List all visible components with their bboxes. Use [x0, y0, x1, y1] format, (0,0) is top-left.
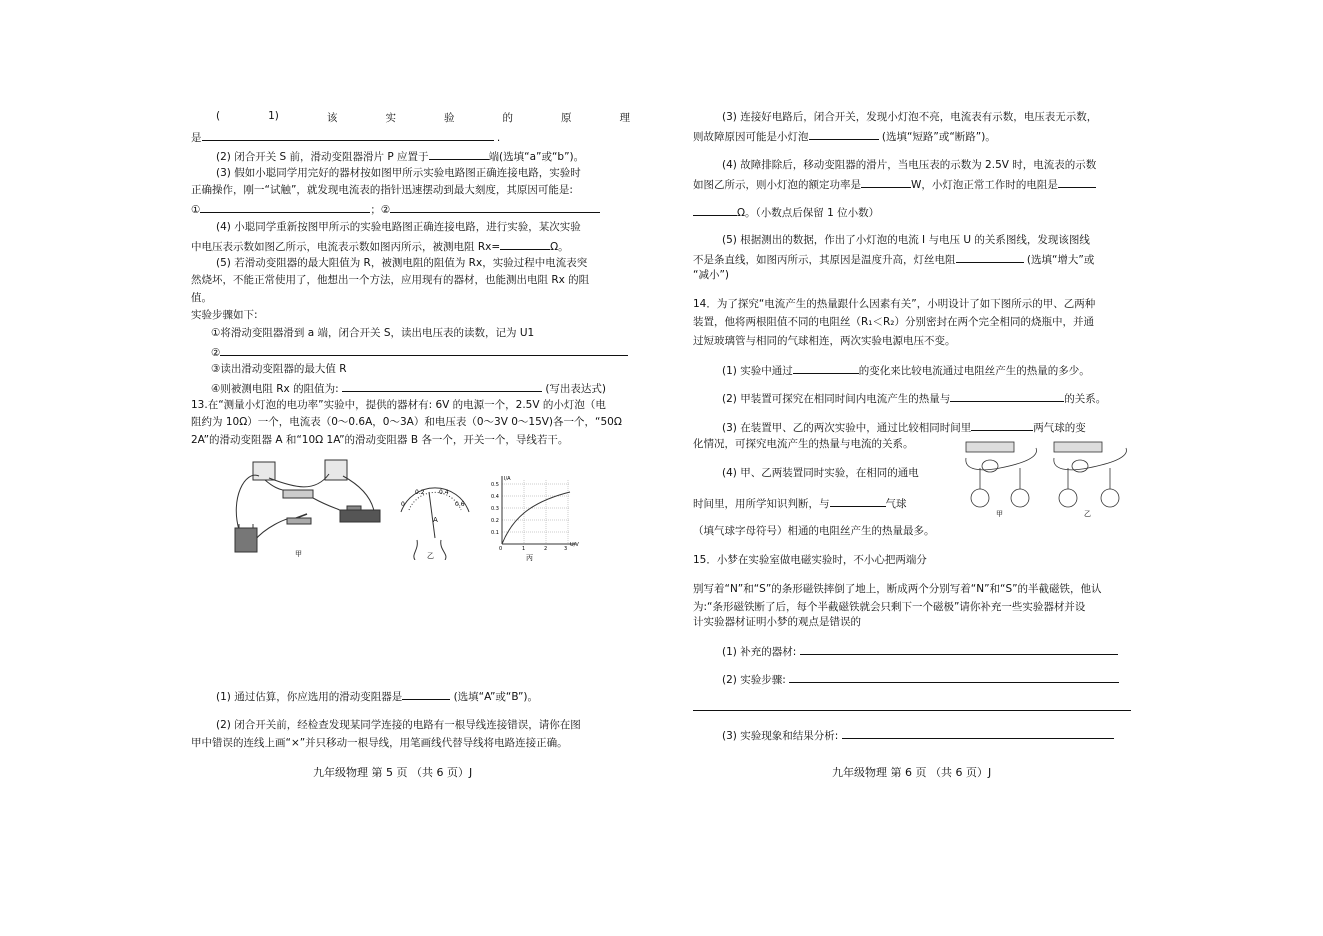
figure-label-jia: 甲 [295, 550, 302, 558]
svg-text:0.4: 0.4 [439, 489, 449, 496]
figure-label-yi: 乙 [427, 552, 434, 560]
q12-4-line2: 中电压表示数如图乙所示，电流表示数如图丙所示，被测电阻 Rx= Ω。 [191, 238, 569, 254]
q14-4-line2: 时间里，用所学知识判断，与 气球 [693, 495, 907, 511]
q15-3: (3) 实验现象和结果分析: [722, 727, 1114, 743]
step-1: ①将滑动变阻器滑到 a 端，闭合开关 S，读出电压表的读数，记为 U1 [211, 327, 535, 339]
q13-line1: 13.在“测量小灯泡的电功率”实验中，提供的器材有: 6V 的电源一个，2.5V 的小灯泡（电 [191, 399, 606, 411]
answer-blank[interactable] [693, 699, 1131, 711]
q13-1: (1) 通过估算，你应选用的滑动变阻器是 (选填“A”或“B”)。 [216, 688, 538, 704]
step-4: ④则被测电阻 Rx 的阻值为: (写出表达式) [211, 380, 606, 396]
q15-2-extra-line [693, 699, 1131, 715]
svg-text:2: 2 [544, 546, 548, 552]
q14-3-line1: (3) 在装置甲、乙的两次实验中，通过比较相同时间里 两气球的变 [722, 419, 1086, 435]
q12-5-line2: 然烧坏，不能正常使用了，他想出一个方法，应用现有的器材，也能测出电阻 Rx 的阻 [191, 274, 590, 286]
answer-blank[interactable] [842, 727, 1114, 739]
circuit-figure [225, 458, 385, 560]
q13-5-line1: (5) 根据测出的数据，作出了小灯泡的电流 I 与电压 U 的关系图线，发现该图线 [722, 234, 1090, 246]
step-2: ② [211, 344, 628, 360]
svg-text:0.2: 0.2 [491, 518, 499, 524]
q15-line2: 别写着“N”和“S”的条形磁铁摔倒了地上，断成两个分别写着“N”和“S”的半截磁铁，他认 [693, 583, 1102, 595]
answer-blank[interactable] [390, 201, 600, 213]
page-footer-left: 九年级物理 第 5 页 （共 6 页）J [313, 766, 473, 779]
answer-blank[interactable] [800, 643, 1118, 655]
answer-blank[interactable] [861, 176, 911, 188]
q12-2: (2) 闭合开关 S 前，滑动变阻器滑片 P 应置于 端(选填“a”或“b”)。 [216, 148, 584, 164]
answer-blank[interactable] [809, 128, 879, 140]
q15-line3: 为:“条形磁铁断了后，每个半截磁铁就会只剩下一个磁极”请你补充一些实验器材并设 [693, 601, 1086, 613]
q14-4-line3: （填气球字母符号）相通的电阻丝产生的热量最多。 [693, 525, 935, 537]
ammeter-figure [395, 470, 475, 560]
svg-text:0: 0 [401, 501, 405, 508]
q13-4-line3: Ω。（小数点后保留 1 位小数） [693, 204, 879, 220]
answer-blank[interactable] [220, 344, 628, 356]
apparatus-label-yi: 乙 [1084, 510, 1091, 518]
q13-3-line1: (3) 连接好电路后，闭合开关，发现小灯泡不亮，电流表有示数，电压表无示数， [722, 111, 1098, 123]
heating-apparatus-figure [960, 438, 1140, 518]
answer-blank[interactable] [200, 201, 370, 213]
answer-blank[interactable] [342, 380, 542, 392]
iu-graph-figure [490, 474, 580, 562]
q14-4-line1: (4) 甲、乙两装置同时实验，在相同的通电 [722, 467, 919, 479]
q13-4-line2: 如图乙所示，则小灯泡的额定功率是 W，小灯泡正常工作时的电阻是 [693, 176, 1096, 192]
q15-1: (1) 补充的器材: [722, 643, 1118, 659]
answer-blank[interactable] [830, 495, 886, 507]
q13-line3: 2A”的滑动变阻器 A 和“10Ω 1A”的滑动变阻器 B 各一个，开关一个，导线若干。 [191, 434, 569, 446]
svg-text:0.1: 0.1 [491, 530, 499, 536]
q12-3-line1: (3) 假如小聪同学用完好的器材按如图甲所示实验电路图正确连接电路，实验时 [216, 167, 581, 179]
answer-blank[interactable] [789, 671, 1119, 683]
q12-1-answer-line: 是 . [191, 129, 500, 145]
q12-3-answers: ① ；② [191, 201, 600, 217]
q15-line1: 15．小梦在实验室做电磁实验时，不小心把两端分 [693, 554, 927, 566]
svg-text:0.5: 0.5 [491, 482, 499, 488]
answer-blank[interactable] [402, 688, 450, 700]
q13-2-line2: 甲中错误的连线上画“×”并只移动一根导线，用笔画线代替导线将电路连接正确。 [191, 737, 568, 749]
svg-text:A: A [433, 516, 438, 524]
svg-text:0: 0 [499, 546, 503, 552]
svg-text:U/V: U/V [570, 542, 579, 548]
q13-line2: 阻约为 10Ω）一个，电流表（0～0.6A，0～3A）和电压表（0～3V 0～15V)各一个，“50Ω [191, 416, 622, 428]
q14-line3: 过短玻璃管与相同的气球相连，两次实验电源电压不变。 [693, 335, 956, 347]
answer-blank[interactable] [950, 390, 1064, 402]
q14-3-line2: 化情况，可探究电流产生的热量与电流的关系。 [693, 438, 914, 450]
q14-2: (2) 甲装置可探究在相同时间内电流产生的热量与 的关系。 [722, 390, 1106, 406]
q12-4-line1: (4) 小聪同学重新按图甲所示的实验电路图正确连接电路，进行实验，某次实验 [216, 221, 581, 233]
svg-text:0.3: 0.3 [491, 506, 499, 512]
q13-4-line1: (4) 故障排除后，移动变阻器的滑片，当电压表的示数为 2.5V 时，电流表的示数 [722, 159, 1097, 171]
q12-5-line1: (5) 若滑动变阻器的最大阻值为 R，被测电阻的阻值为 Rx，实验过程中电流表突 [216, 257, 588, 269]
q12-5-line3: 值。 [191, 292, 212, 304]
q15-2: (2) 实验步骤: [722, 671, 1119, 687]
q13-3-line2: 则故障原因可能是小灯泡 (选填“短路”或“断路”)。 [693, 128, 996, 144]
answer-blank[interactable] [793, 362, 859, 374]
answer-blank[interactable] [500, 238, 550, 250]
answer-blank[interactable] [429, 148, 489, 160]
svg-text:I/A: I/A [504, 476, 511, 482]
answer-blank[interactable] [202, 129, 494, 141]
q13-5-line2: 不是条直线，如图丙所示，其原因是温度升高，灯丝电阻 (选填“增大”或 [693, 251, 1094, 267]
svg-text:1: 1 [522, 546, 526, 552]
apparatus-label-jia: 甲 [996, 510, 1003, 518]
step-3: ③读出滑动变阻器的最大值 R [211, 363, 347, 375]
svg-text:3: 3 [564, 546, 568, 552]
answer-blank[interactable] [1058, 176, 1096, 188]
q14-line1: 14．为了探究“电流产生的热量跟什么因素有关”，小明设计了如下图所示的甲、乙两种 [693, 298, 1096, 310]
svg-text:0.6: 0.6 [455, 501, 465, 508]
q12-1-line: ( 1) 该 实 验 的 原 理 [216, 110, 630, 124]
q12-3-line2: 正确操作，刚一“试触”，就发现电流表的指针迅速摆动到最大刻度，其原因可能是: [191, 184, 573, 196]
q13-5-line3: “减小”) [693, 269, 729, 281]
svg-text:0.2: 0.2 [415, 489, 425, 496]
q13-2-line1: (2) 闭合开关前，经检查发现某同学连接的电路有一根导线连接错误，请你在图 [216, 719, 581, 731]
answer-blank[interactable] [971, 419, 1033, 431]
svg-text:0.4: 0.4 [491, 494, 499, 500]
page-footer-right: 九年级物理 第 6 页 （共 6 页）J [832, 766, 992, 779]
q14-line2: 装置，他将两根阻值不同的电阻丝（R₁＜R₂）分别密封在两个完全相同的烧瓶中，并通 [693, 316, 1095, 328]
figure-label-bing: 丙 [526, 554, 533, 562]
answer-blank[interactable] [956, 251, 1024, 263]
q15-line4: 计实验器材证明小梦的观点是错误的 [693, 616, 861, 628]
steps-title: 实验步骤如下: [191, 309, 258, 321]
answer-blank[interactable] [693, 204, 737, 216]
q14-1: (1) 实验中通过 的变化来比较电流通过电阻丝产生的热量的多少。 [722, 362, 1090, 378]
